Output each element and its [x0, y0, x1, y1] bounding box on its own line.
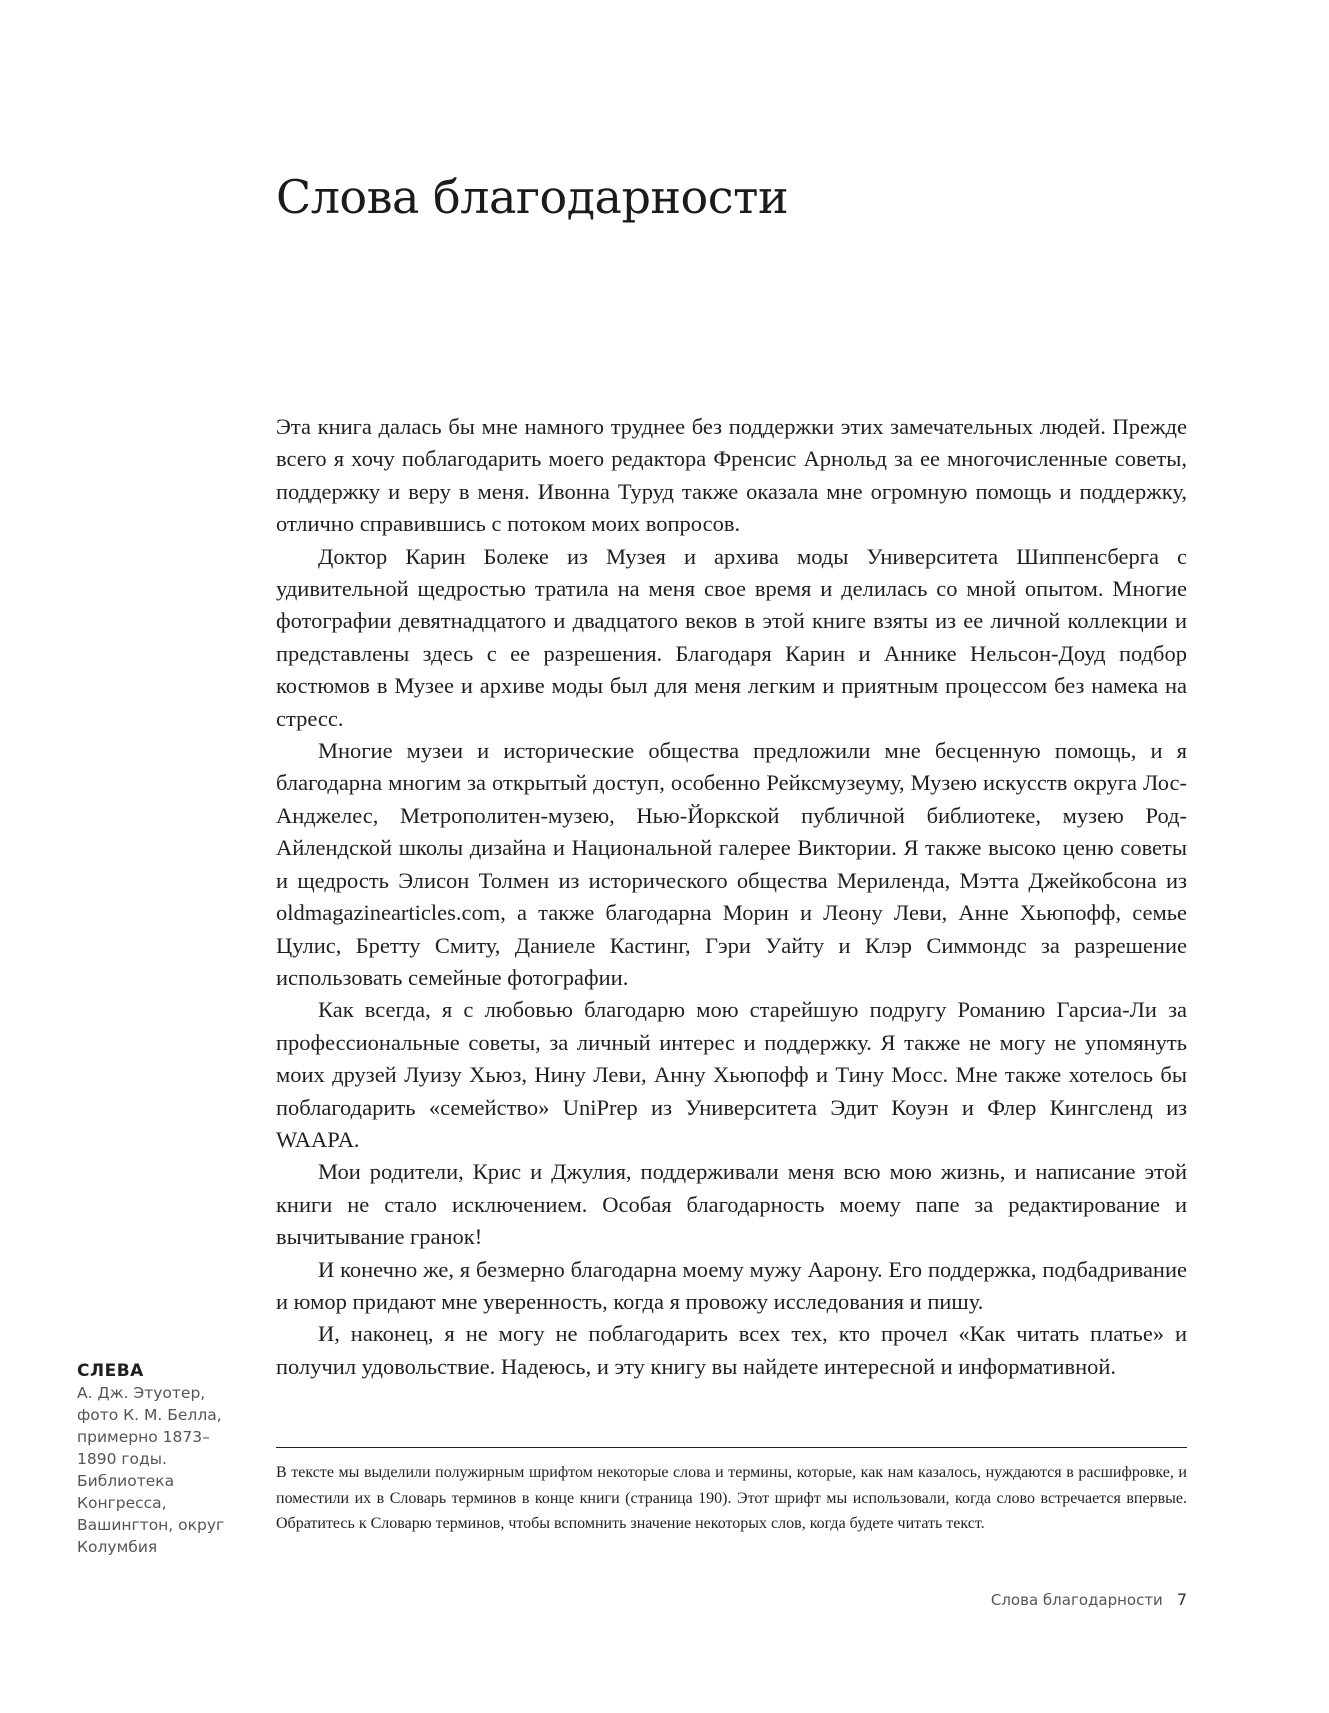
paragraph: И, наконец, я не могу не поблагодарить всех тех, кто прочел «Как читать платье» и получил удовольствие. Надеюсь, и эту книгу вы найдете интересной и информативной.: [276, 1321, 1187, 1379]
paragraph: Доктор Карин Болеке из Музея и архива моды Университета Шиппенсберга с удивительной щедростью тратила на меня свое время и делилась со мной опытом. Многие фотографии девятнадцатого и двадцатого веков в этой книге взяты из ее личной коллекции и представлены здесь с ее разрешения. Благодаря Карин и Аннике Нельсон-Доуд подбор костюмов в Музее и архиве моды был для меня легким и приятным процессом без намека на стресс.: [276, 543, 1187, 731]
paragraph: Как всегда, я с любовью благодарю мою старейшую подругу Романию Гарсиа-Ли за профессиональные советы, за личный интерес и поддержку. Я также не могу не упомянуть моих друзей Луизу Хьюз, Нину Леви, Анну Хьюпофф и Тину Мосс. Мне также хотелось бы поблагодарить «семейство» UniPrep из Университета Эдит Коуэн и Флер Кингсленд из WAAPA.: [276, 997, 1187, 1152]
body-text: [276, 411, 1187, 1383]
image-caption: [77, 1360, 237, 1558]
footnote: В тексте мы выделили полужирным шрифтом некоторые слова и термины, которые, как нам казалось, нуждаются в расшифровке, и поместили их в Словарь терминов в конце книги (страница 190). Этот шрифт мы использовали, когда слово встречается впервые. Обратитесь к Словарю терминов, чтобы вспомнить значение некоторых слов, когда будете читать текст.: [276, 1464, 1187, 1532]
footnote-divider: [276, 1447, 1187, 1448]
paragraph: Многие музеи и исторические общества предложили мне бесценную помощь, и я благодарна многим за открытый доступ, особенно Рейксмузеуму, Музею искусств округа Лос-Анджелес, Метрополитен-музею, Нью-Йоркской публичной библиотеке, музею Род-Айлендской школы дизайна и Национальной галерее Виктории. Я также высоко ценю советы и щедрость Элисон Толмен из исторического общества Мериленда, Мэтта Джейкобсона из oldmagazinearticles.com, а также благодарна Морин и Леону Леви, Анне Хьюпофф, семье Цулис, Бретту Смиту, Даниеле Кастинг, Гэри Уайту и Клэр Симмондс за разрешение использовать семейные фотографии.: [276, 738, 1187, 990]
caption-heading: СЛЕВА: [77, 1361, 144, 1381]
page-number: 7: [1176, 1590, 1187, 1609]
paragraph: Эта книга далась бы мне намного труднее без поддержки этих замечательных людей. Прежде всего я хочу поблагодарить моего редактора Френсис Арнольд за ее многочисленные советы, поддержку и веру в меня. Ивонна Туруд также оказала мне огромную помощь и поддержку, отлично справившись с потоком моих вопросов.: [276, 414, 1187, 537]
paragraph: Мои родители, Крис и Джулия, поддерживали меня всю мою жизнь, и написание этой книги не стало исключением. Особая благодарность моему папе за редактирование и вычитывание гранок!: [276, 1159, 1187, 1250]
running-footer: [991, 1590, 1187, 1609]
running-title: Слова благодарности: [990, 1591, 1163, 1609]
page-title: Слова благодарности: [276, 170, 789, 224]
paragraph: И конечно же, я безмерно благодарна моему мужу Аарону. Его поддержка, подбадривание и юмор придают мне уверенность, когда я провожу исследования и пишу.: [276, 1256, 1187, 1314]
caption-text: А. Дж. Этуотер, фото К. М. Белла, примерно 1873–1890 годы. Библиотека Конгресса, Вашингтон, округ Колумбия: [77, 1384, 225, 1556]
